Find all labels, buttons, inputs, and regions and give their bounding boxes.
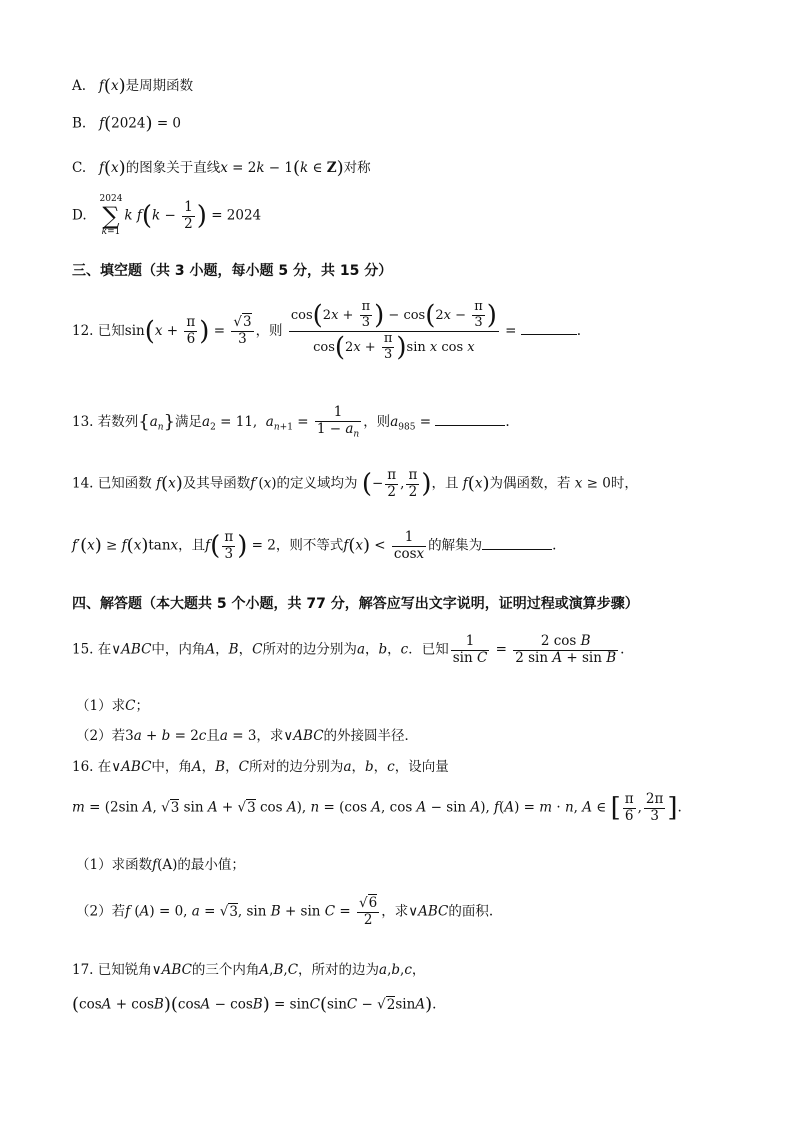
q16-p1b: 的最小值； [177,857,245,873]
option-c: C. f(x)的图象关于直线x = 2k − 1(k ∈ Z)对称 [72,157,371,179]
section-3-title: 三、填空题（共 3 小题，每小题 5 分，共 15 分） [72,263,393,279]
q16-p1: （1）求函数 [76,857,153,873]
q16-number: 16. [72,759,94,775]
q16-t2: 中，角 [151,759,192,775]
q17-t1: 已知锐角∨ [97,962,162,978]
question-16-part-2: （2）若f (A) = 0, a = √3, sin B + sin C = $\frac{√6}{2}$ ，求∨ABC的面积. [76,895,494,928]
q12-prefix: 已知 [97,322,125,339]
q14-line2b: ，则不等式 [275,537,344,554]
option-b-label: B. [72,115,87,132]
q13-prefix: 若数列 [97,413,139,430]
option-d-label: D. [72,207,87,224]
question-16-part-1: （1）求函数f(A)的最小值； [76,857,245,873]
question-17: 17. 已知锐角∨ABC的三个内角A,B,C，所对的边为a,b,c， [72,962,426,978]
option-b-text: = 0 [156,115,182,132]
q14-t1: 及其导函数 [182,475,251,492]
q14-line2c: 的解集为 [428,537,483,554]
q16-t4: ，设向量 [394,759,449,775]
q17-t2: 的三个内角 [191,962,260,978]
option-c-tail: 对称 [343,160,371,176]
q14-t2: 的定义域均为 [276,475,358,492]
section-4-title: 四、解答题（本大题共 5 个小题，共 77 分，解答应写出文字说明，证明过程或演算步骤） [72,596,639,612]
q15-t4: ．已知 [408,641,449,658]
q12-number: 12. [72,322,94,339]
question-14: 14. 已知函数 f(x)及其导函数f′(x)的定义域均为 (− $\frac{\pi}{2}$ , $\frac{\pi}{2}$ )，且 f(x)为偶函数，若 x ≥ 0时， [72,467,638,500]
q15-p2: （2）若 [76,728,126,744]
q13-t1: 满足 [175,413,203,430]
option-c-label: C. [72,160,87,176]
question-13: 13. 若数列$\{a_n\}$满足$a_2 = 11$, $a_{n+1}$ = $\frac{1}{1 - a_n}$ ，则$a_{985}$ = . [72,404,510,440]
option-d: D. 2024 ∑ k=1k f(k − $\frac{1}{2}$ ) = 2024 [72,194,262,237]
q14-t3: ，且 [431,475,459,492]
q14-t5: 时， [610,475,638,492]
question-16-vectors: m = (2sin A, √3 sin A + √3 cos A), n = (cos A, cos A − sin A), f(A) = m · n, A ∈ [ $\frac{\pi}{6}$ , $\frac{2\pi}{3}$ ]. [72,791,682,824]
sum-symbol: 2024 ∑ k=1 [99,194,123,237]
question-15-part-2: （2）若3a + b = 2c且a = 3，求∨ABC的外接圆半径． [76,728,419,744]
q16-p2: （2）若 [76,903,126,920]
question-15-part-1: （1）求C； [76,698,149,714]
q17-t3: ，所对的边为 [298,962,380,978]
question-15: 15. 在∨ABC中，内角A，B，C所对的边分别为a，b，c．已知 $\frac{1}{\text{sin C}}$ = $\frac{\text{2 cos B}}{\text{2 sin A + sin B}}$ . [72,633,625,666]
question-17-equation: (cosA + cosB)(cosA − cosB) = sinC(sinC − √2sinA). [72,994,437,1015]
option-d-rhs: = 2024 [211,207,262,224]
q15-t2: 中，内角 [151,641,206,658]
question-16: 16. 在∨ABC中，角A，B，C所对的边分别为a，b，c，设向量 [72,759,449,775]
q15-p2d: 的外接圆半径． [323,728,419,744]
q12-mid: ，则 [255,322,283,339]
q15-t3: 所对的边分别为 [262,641,357,658]
option-b: B. f(2024) = 0 [72,113,182,134]
q14-prefix: 已知函数 [97,475,152,492]
q13-number: 13. [72,413,94,430]
q16-p2b: ，求∨ [381,903,419,920]
q16-p2c: 的面积 [448,903,489,920]
q16-t1: 在∨ [97,759,122,775]
option-a-text: 是周期函数 [125,78,194,94]
option-c-text: 的图象关于直线 [125,160,221,176]
q14-number: 14. [72,475,94,492]
q15-p2c: ，求∨ [256,728,294,744]
q15-number: 15. [72,641,94,658]
q14-t4: 为偶函数，若 [489,475,571,492]
question-14-line-2: f′(x) ≥ f(x)tanx，且f( $\frac{\pi}{3}$ ) = 2，则不等式f(x) < $\frac{1}{\cos x}$ 的解集为 . [72,529,557,562]
q13-t2: ，则 [363,413,391,430]
q15-t1: 在∨ [97,641,122,658]
q15-p2b: 且 [206,728,220,744]
q17-number: 17. [72,962,94,978]
option-a: A. f(x)是周期函数 [72,75,194,97]
q16-t3: 所对的边分别为 [248,759,344,775]
question-12: 12. 已知sin(x + $\frac{\pi}{6}$ ) = $\frac{√3}{3}$ ，则 cos(2x + $\frac{\pi}{3}$ ) − cos(2x − $\frac{\pi}{3}$ ) cos(2x + $\frac{\pi}{3}$ )sin x cos x = . [72,299,582,363]
option-a-label: A. [72,78,87,94]
q14-line2a: ，且 [178,537,206,554]
q15-p1: （1）求 [76,698,126,714]
q15-p1b: ； [135,698,149,714]
